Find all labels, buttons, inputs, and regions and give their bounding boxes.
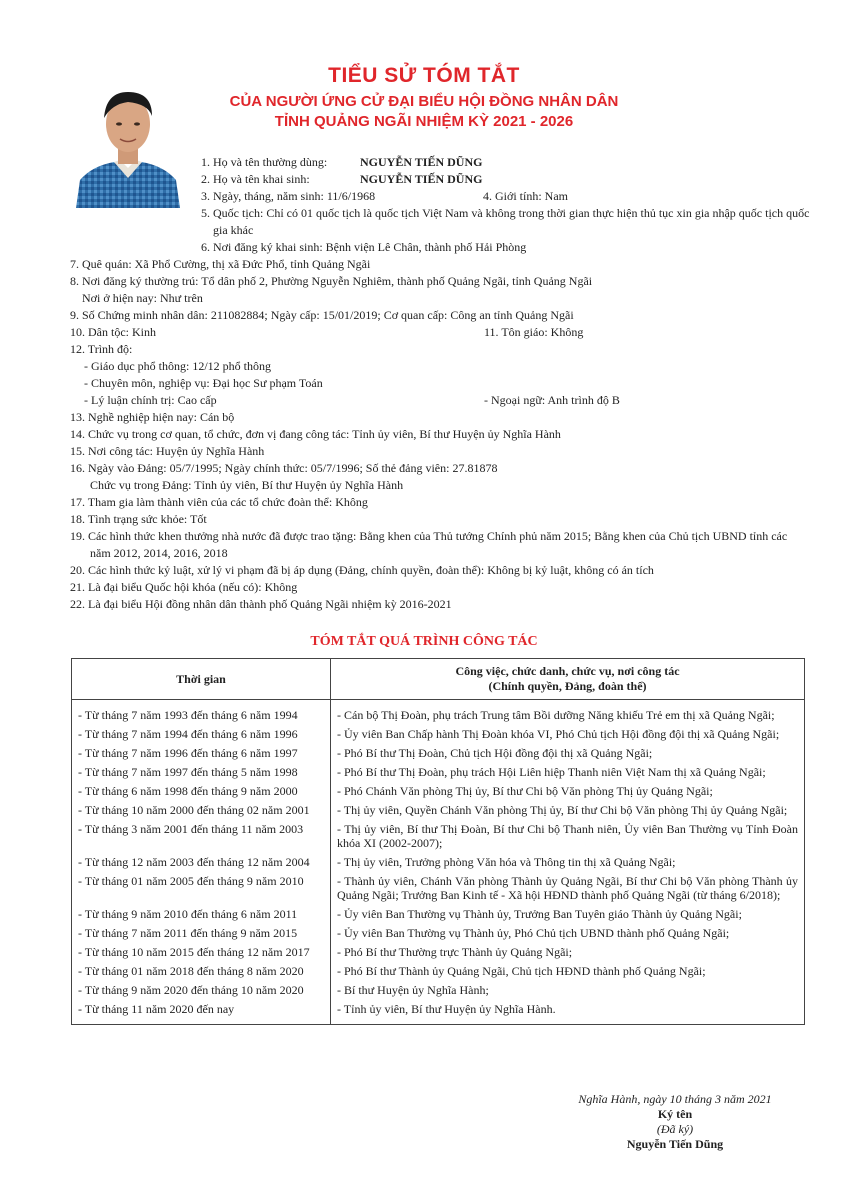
table-row bbox=[72, 781, 805, 800]
info-line-12c bbox=[70, 392, 810, 409]
work-period: - Từ tháng 7 năm 1994 đến tháng 6 năm 1996 bbox=[72, 724, 331, 743]
place-date: Nghĩa Hành, ngày 10 tháng 3 năm 2021 bbox=[578, 1092, 772, 1106]
work-description: - Phó Bí thư Thị Đoàn, Chủ tịch Hội đồng đội thị xã Quảng Ngãi; bbox=[331, 743, 805, 762]
work-history-title: TÓM TẮT QUÁ TRÌNH CÔNG TÁC bbox=[310, 634, 538, 649]
education-heading: 12. Trình độ: bbox=[70, 342, 133, 356]
info-line-10 bbox=[70, 324, 810, 341]
work-period: - Từ tháng 01 năm 2005 đến tháng 9 năm 2010 bbox=[72, 871, 331, 904]
work-description: - Phó Bí thư Thường trực Thành ủy Quảng Ngãi; bbox=[331, 942, 805, 961]
info-line-1 bbox=[70, 154, 810, 171]
full-name-label: 1. Họ và tên thường dùng: bbox=[201, 155, 328, 169]
birth-name-label: 2. Họ và tên khai sinh: bbox=[201, 172, 310, 186]
party-position: Chức vụ trong Đảng: Tỉnh ủy viên, Bí thư Huyện ủy Nghĩa Hành bbox=[90, 478, 404, 492]
work-description: - Ủy viên Ban Thường vụ Thành ủy, Phó Chủ tịch UBND thành phố Quảng Ngãi; bbox=[331, 923, 805, 942]
work-description: - Cán bộ Thị Đoàn, phụ trách Trung tâm Bồi dưỡng Năng khiếu Trẻ em thị xã Quảng Ngãi; bbox=[331, 700, 805, 725]
workplace: 15. Nơi công tác: Huyện ủy Nghĩa Hành bbox=[70, 444, 265, 458]
table-row bbox=[72, 980, 805, 999]
ethnicity: 10. Dân tộc: Kinh bbox=[70, 325, 156, 339]
professional-education: - Chuyên môn, nghiệp vụ: Đại học Sư phạm Toán bbox=[84, 376, 323, 390]
discipline: 20. Các hình thức kỷ luật, xử lý vi phạm đã bị áp dụng (Đảng, chính quyền, đoàn thể): Không bị kỷ luật, không có án tích bbox=[70, 563, 654, 577]
table-row bbox=[72, 700, 805, 725]
work-description: - Tỉnh ủy viên, Bí thư Huyện ủy Nghĩa Hành. bbox=[331, 999, 805, 1025]
document-title: TIỂU SỬ TÓM TẮT bbox=[328, 64, 520, 87]
birth-date: 3. Ngày, tháng, năm sinh: 11/6/1968 bbox=[201, 189, 376, 203]
table-row bbox=[72, 819, 805, 852]
organizations: 17. Tham gia làm thành viên của các tổ chức đoàn thể: Không bbox=[70, 495, 368, 509]
work-description: - Phó Chánh Văn phòng Thị ủy, Bí thư Chi bộ Văn phòng Thị ủy Quảng Ngãi; bbox=[331, 781, 805, 800]
current-address: Nơi ở hiện nay: Như trên bbox=[82, 291, 203, 305]
info-line-5 bbox=[70, 205, 810, 239]
work-period: - Từ tháng 7 năm 1997 đến tháng 5 năm 1998 bbox=[72, 762, 331, 781]
document-subtitle: CỦA NGƯỜI ỨNG CỬ ĐẠI BIỂU HỘI ĐỒNG NHÂN DÂN bbox=[229, 93, 619, 110]
table-header-row bbox=[72, 659, 805, 700]
work-period: - Từ tháng 01 năm 2018 đến tháng 8 năm 2020 bbox=[72, 961, 331, 980]
birth-registration: 6. Nơi đăng ký khai sinh: Bệnh viện Lê Chân, thành phố Hải Phòng bbox=[201, 240, 527, 254]
signed-note: (Đã ký) bbox=[656, 1122, 694, 1136]
work-period: - Từ tháng 9 năm 2010 đến tháng 6 năm 2011 bbox=[72, 904, 331, 923]
awards: 19. Các hình thức khen thưởng nhà nước đã được trao tặng: Bằng khen của Thủ tướng Chính phủ năm 2015; Bằng khen của Chủ tịch UBND tỉnh các năm 2012, 2014, 2016, 2018 bbox=[70, 529, 788, 560]
health: 18. Tình trạng sức khỏe: Tốt bbox=[70, 512, 207, 526]
table-row bbox=[72, 724, 805, 743]
full-name-value: NGUYỄN TIẾN DŨNG bbox=[360, 155, 483, 169]
table-row bbox=[72, 904, 805, 923]
foreign-language: - Ngoại ngữ: Anh trình độ B bbox=[484, 393, 620, 407]
id-card: 9. Số Chứng minh nhân dân: 211082884; Ngày cấp: 15/01/2019; Cơ quan cấp: Công an tỉnh Quảng Ngãi bbox=[70, 308, 574, 322]
work-description: - Ủy viên Ban Thường vụ Thành ủy, Trưởng Ban Tuyên giáo Thành ủy Quảng Ngãi; bbox=[331, 904, 805, 923]
hometown: 7. Quê quán: Xã Phổ Cường, thị xã Đức Phổ, tỉnh Quảng Ngãi bbox=[70, 257, 371, 271]
table-row bbox=[72, 800, 805, 819]
permanent-address: 8. Nơi đăng ký thường trú: Tổ dân phố 2, Phường Nguyễn Nghiêm, thành phố Quảng Ngãi, tỉnh Quảng Ngãi bbox=[70, 274, 593, 288]
document-subtitle-term: TỈNH QUẢNG NGÃI NHIỆM KỲ 2021 - 2026 bbox=[274, 113, 574, 130]
nationality: 5. Quốc tịch: Chỉ có 01 quốc tịch là quốc tịch Việt Nam và không trong thời gian thực hiện thủ tục xin gia nhập quốc tịch quốc gia khác bbox=[201, 206, 810, 237]
work-description: - Ủy viên Ban Chấp hành Thị Đoàn khóa VI, Phó Chủ tịch Hội đồng đội thị xã Quảng Ngãi; bbox=[331, 724, 805, 743]
column-header-time: Thời gian bbox=[72, 659, 331, 700]
work-description: - Thị ủy viên, Quyền Chánh Văn phòng Thị ủy, Bí thư Chi bộ Văn phòng Thị ủy Quảng Ngãi; bbox=[331, 800, 805, 819]
party-membership: 16. Ngày vào Đảng: 05/7/1995; Ngày chính thức: 05/7/1996; Số thẻ đảng viên: 27.81878 bbox=[70, 461, 498, 475]
personal-info bbox=[70, 154, 810, 613]
work-period: - Từ tháng 12 năm 2003 đến tháng 12 năm 2004 bbox=[72, 852, 331, 871]
work-description: - Thị ủy viên, Trưởng phòng Văn hóa và Thông tin thị xã Quảng Ngãi; bbox=[331, 852, 805, 871]
occupation: 13. Nghề nghiệp hiện nay: Cán bộ bbox=[70, 410, 235, 424]
table-row bbox=[72, 852, 805, 871]
political-theory: - Lý luận chính trị: Cao cấp bbox=[84, 393, 217, 407]
work-history-body bbox=[72, 700, 805, 1025]
work-period: - Từ tháng 11 năm 2020 đến nay bbox=[72, 999, 331, 1025]
column-header-job bbox=[331, 659, 805, 700]
column-header-job-line1: Công việc, chức danh, chức vụ, nơi công tác bbox=[455, 664, 680, 678]
religion: 11. Tôn giáo: Không bbox=[484, 325, 584, 339]
work-description: - Phó Bí thư Thị Đoàn, phụ trách Hội Liên hiệp Thanh niên Việt Nam thị xã Quảng Ngãi; bbox=[331, 762, 805, 781]
position: 14. Chức vụ trong cơ quan, tổ chức, đơn vị đang công tác: Tỉnh ủy viên, Bí thư Huyện ủy Nghĩa Hành bbox=[70, 427, 561, 441]
work-period: - Từ tháng 7 năm 1993 đến tháng 6 năm 1994 bbox=[72, 700, 331, 725]
work-period: - Từ tháng 7 năm 2011 đến tháng 9 năm 2015 bbox=[72, 923, 331, 942]
table-row bbox=[72, 743, 805, 762]
work-period: - Từ tháng 9 năm 2020 đến tháng 10 năm 2020 bbox=[72, 980, 331, 999]
info-line-3 bbox=[70, 188, 810, 205]
table-row bbox=[72, 999, 805, 1025]
work-period: - Từ tháng 10 năm 2000 đến tháng 02 năm 2001 bbox=[72, 800, 331, 819]
work-history-table bbox=[71, 658, 805, 1025]
signature-block bbox=[560, 1092, 790, 1152]
table-row bbox=[72, 961, 805, 980]
birth-name-value: NGUYỄN TIẾN DŨNG bbox=[360, 172, 483, 186]
national-assembly: 21. Là đại biểu Quốc hội khóa (nếu có): Không bbox=[70, 580, 298, 594]
work-period: - Từ tháng 7 năm 1996 đến tháng 6 năm 1997 bbox=[72, 743, 331, 762]
signer-name: Nguyễn Tiến Dũng bbox=[626, 1137, 724, 1151]
table-row bbox=[72, 762, 805, 781]
work-period: - Từ tháng 6 năm 1998 đến tháng 9 năm 2000 bbox=[72, 781, 331, 800]
general-education: - Giáo dục phổ thông: 12/12 phổ thông bbox=[84, 359, 271, 373]
info-line-2 bbox=[70, 171, 810, 188]
table-row bbox=[72, 942, 805, 961]
gender: 4. Giới tính: Nam bbox=[483, 189, 569, 203]
table-row bbox=[72, 923, 805, 942]
work-period: - Từ tháng 10 năm 2015 đến tháng 12 năm 2017 bbox=[72, 942, 331, 961]
work-period: - Từ tháng 3 năm 2001 đến tháng 11 năm 2003 bbox=[72, 819, 331, 852]
work-description: - Thị ủy viên, Bí thư Thị Đoàn, Bí thư Chi bộ Thanh niên, Ủy viên Ban Thường vụ Tỉnh Đoàn khóa XI (2002-2007); bbox=[331, 819, 805, 852]
work-description: - Bí thư Huyện ủy Nghĩa Hành; bbox=[331, 980, 805, 999]
council-member: 22. Là đại biểu Hội đồng nhân dân thành phố Quảng Ngãi nhiệm kỳ 2016-2021 bbox=[70, 597, 452, 611]
column-header-job-line2: (Chính quyền, Đảng, đoàn thể) bbox=[488, 679, 647, 693]
sign-label: Ký tên bbox=[657, 1107, 693, 1121]
work-description: - Thành ủy viên, Chánh Văn phòng Thành ủy Quảng Ngãi, Bí thư Chi bộ Văn phòng Thành ủy Quảng Ngãi; Trưởng Ban Kinh tế - Xã hội HĐND thành phố Quảng Ngãi (từ tháng 6/2018); bbox=[331, 871, 805, 904]
work-description: - Phó Bí thư Thành ủy Quảng Ngãi, Chủ tịch HĐND thành phố Quảng Ngãi; bbox=[331, 961, 805, 980]
table-row bbox=[72, 871, 805, 904]
